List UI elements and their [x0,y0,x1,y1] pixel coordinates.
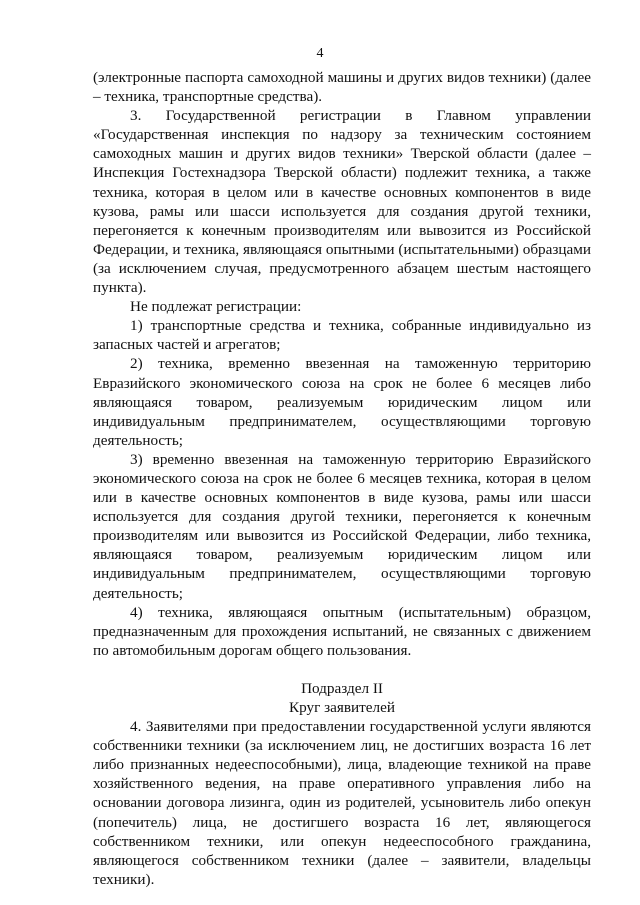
subsection-heading [93,679,591,717]
paragraph-not-subject: Не подлежат регистрации: [130,298,302,316]
subsection-number: Подраздел II [301,679,383,697]
page-number: 4 [316,46,324,61]
paragraph-clause-4: 4. Заявителями при предоставлении государственной услуги являются собственники техники (за исключением лиц, не достигших возраста 16 лет либо признанных недееспособными), лица, владеющие техникой на праве хозяйственного ведения, на праве оперативного управления либо на основании договора лизинга, один из родителей, усыновитель либо опекун (попечитель) лица, не достигшего возраста 16 лет, являющегося собственником техники, или опекун недееспособного гражданина, являющегося собственником техники (далее – заявители, владельцы техники). [93,718,591,888]
paragraph-intro-continuation: (электронные паспорта самоходной машины и других видов техники) (далее – техника, транспортные средства). [93,69,591,106]
subsection-title: Круг заявителей [289,699,395,716]
document-body [93,68,591,889]
list-item-3: 3) временно ввезенная на таможенную территорию Евразийского экономического союза на срок не более 6 месяцев техника, которая в целом или в качестве основных компонентов в виде кузова, рамы или шасси используется для создания другой техники, перегоняется к конечным производителям или вывозится из Российской Федерации, либо техника, являющаяся товаром, реализуемым юридическим лицом или индивидуальным предпринимателем, осуществляющими торговую деятельность; [93,450,591,602]
paragraph-clause-3: 3. Государственной регистрации в Главном управлении «Государственная инспекция по надзору за техническим состоянием самоходных машин и других видов техники» Тверской области (далее – Инспекция Гостехнадзора Тверской области) подлежит техника, а также техника, которая в целом или в качестве основных компонентов в виде кузова, рамы или шасси используется для создания другой техники, перегоняется к конечным производителям или вывозится из Российской Федерации, и техника, являющаяся опытными (испытательными) образцами (за исключением случая, предусмотренного абзацем шестым настоящего пункта). [93,107,591,297]
list-item-4: 4) техника, являющаяся опытным (испытательным) образцом, предназначенным для прохождения испытаний, не связанных с движением по автомобильным дорогам общего пользования. [93,603,591,659]
list-item-1: 1) транспортные средства и техника, собранные индивидуально из запасных частей и агрегатов; [93,317,591,354]
list-item-2: 2) техника, временно ввезенная на таможенную территорию Евразийского экономического союза на срок не более 6 месяцев либо являющаяся товаром, реализуемым юридическим лицом или индивидуальным предпринимателем, осуществляющими торговую деятельность; [93,355,591,449]
